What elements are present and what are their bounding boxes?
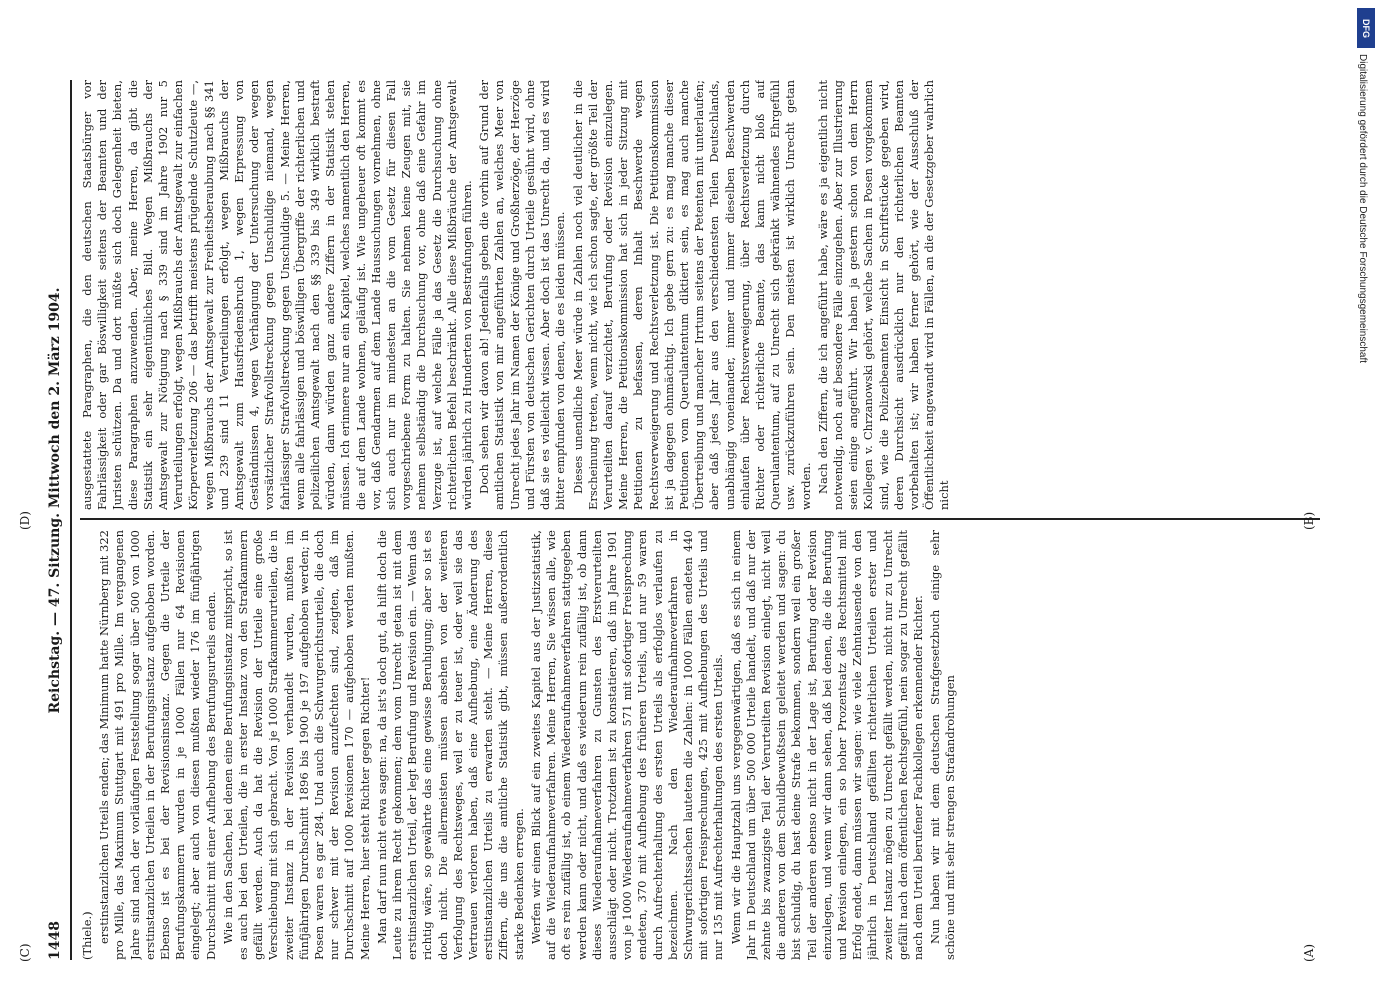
paragraph: Nun haben wir mit dem deutschen Strafgesetzbuch einige sehr schöne und mit sehr strengen Strafandrohungen (928, 530, 958, 960)
text-columns (80, 80, 1320, 960)
page-header (40, 80, 72, 960)
rotated-page-content (18, 80, 1340, 962)
digitization-credit (1357, 8, 1375, 992)
page-number: 1448 (47, 921, 63, 960)
right-column (80, 80, 1320, 510)
paragraph: Werfen wir einen Blick auf ein zweites Kapitel aus der Justizstatistik, auf die Wiederaufnahmeverfahren. Meine Herren, Sie wissen alle, wie oft es rein zufällig ist, ob einem Wiederaufnahmeverfahren stattgegeben werden kann oder nicht, und daß es wiederum rein zufällig ist, ob dann dieses Wiederaufnahmeverfahren zu Gunsten des Erstverurteilten ausschlägt oder nicht. Trotzdem ist zu konstatieren, daß im Jahre 1901 von je 1000 Wiederaufnahmeverfahren 571 mit sofortiger Freisprechung endeten, 370 mit Aufhebung des früheren Urteils, und nur 59 waren durch Aufrechterhaltung des ersten Urteils als erfolglos verlaufen zu bezeichnen. Nach den Wiederaufnahmeverfahren in Schwurgerichtssachen lauteten die Zahlen: in 1000 Fällen endeten 440 mit sofortigen Freisprechungen, 425 mit Aufhebungen des Urteils und nur 135 mit Aufrechterhaltungen des ersten Urteils. (528, 530, 726, 960)
column-divider (80, 518, 1320, 520)
margin-marker-b: (B) (1302, 511, 1316, 530)
dfg-logo: DFG (1357, 8, 1375, 48)
paragraph: Wie in den Sachen, bei denen eine Berufungsinstanz mitspricht, so ist es auch bei den Urteilen, die in erster Instanz von den Strafkammern gefällt werden. Auch da hat die Revision der Urteile eine große Verschiebung mit sich gebracht. Von je 1000 Strafkammerurteilen, die in zweiter Instanz in der Revision verhandelt wurden, mußten im fünfjährigen Durchschnitt 1896 bis 1900 je 197 aufgehoben werden; in Posen waren es gar 284. Und auch die Schwurgerichtsurteile, die doch nur schwer mit der Revision anzufechten sind, zeigten, daß im Durchschnitt auf 1000 Revisionen 170 — aufgehoben werden mußten. Meine Herren, hier steht Richter gegen Richter! (220, 530, 372, 960)
margin-marker-a: (A) (1302, 943, 1316, 962)
margin-marker-d: (D) (18, 511, 32, 530)
paragraph: Man darf nun nicht etwa sagen: na, da ist's doch gut, da hilft doch die Leute zu ihrem Recht gekommen; dem vom Unrecht getan ist mit dem erstinstanzlichen Urteil, der legt Berufung und Revision ein. — Wenn das richtig wäre, so gewährte das eine gewisse Beruhigung; aber so ist es doch nicht. Die allermeisten müssen absehen von der weiteren Verfolgung des Rechtsweges, weil er zu teuer ist, oder weil sie das Vertrauen verloren haben, daß eine Aufhebung, eine Änderung des erstinstanzlichen Urteils zu erwarten steht. — Meine Herren, diese Ziffern, die uns die amtliche Statistik gibt, müssen außerordentlich starke Bedenken erregen. (374, 530, 526, 960)
paragraph: Dieses unendliche Meer würde in Zahlen noch viel deutlicher in die Erscheinung treten, wenn nicht, wie ich schon sagte, der größte Teil der Verurteilten darauf verzichtet, Berufung oder Revision einzulegen. Meine Herren, die Petitionskommission hat sich in jeder Sitzung mit Petitionen zu befassen, deren Inhalt Beschwerde wegen Rechtsverweigerung und Rechtsverletzung ist. Die Petitionskommission ist ja dagegen ohnmächtig. Ich gebe gern zu: es mag manche dieser Petitionen vom Querulantentum diktiert sein, es mag auch manche Übertreibung und mancher Irrtum seitens der Petenten mit unterlaufen; aber daß jedes Jahr aus den verschiedensten Teilen Deutschlands, unabhängig voneinander, immer und immer dieselben Beschwerden einlaufen über Rechtsverweigerung, über Rechtsverletzung durch Richter oder richterliche Beamte, das kann nicht bloß auf Querulantentum, auf zu Unrecht sich gekränkt wähnendes Ehrgefühl usw. zurückzuführen sein. Den meisten ist wirklich Unrecht getan worden. (570, 80, 813, 510)
speaker-name: (Thiele.) (80, 911, 94, 960)
paragraph: ausgestattete Paragraphen, die den deutschen Staatsbürger vor Fahrlässigkeit oder gar Böswilligkeit seitens der Beamten und der Juristen schützen. Da und dort müßte sich doch Gelegenheit bieten, diese Paragraphen anzuwenden. Aber, meine Herren, da gibt die Statistik ein sehr eigentümliches Bild. Wegen Mißbrauchs der Amtsgewalt zur Nötigung nach § 339 sind im Jahre 1902 nur 5 Verurteilungen erfolgt, wegen Mißbrauchs der Amtsgewalt zur einfachen Körperverletzung 206 — das betrifft meistens prügelnde Schutzleute —, wegen Mißbrauchs der Amtsgewalt zur Freiheitsberaubung nach §§ 341 und 239 sind 11 Verurteilungen erfolgt, wegen Mißbrauchs der Amtsgewalt zum Hausfriedensbruch 1, wegen Erpressung von Geständnissen 4, wegen Verhängung der Untersuchung oder wegen vorsätzlicher Strafvollstreckung gegen Unschuldige niemand, wegen fahrlässiger Strafvollstreckung gegen Unschuldige 5. — Meine Herren, wenn alle fahrlässigen und böswilligen Übergriffe der richterlichen und polizeilichen Amtsgewalt nach den §§ 339 bis 349 wirklich bestraft würden, dann würden ganz andere Ziffern in der Statistik stehen müssen. Ich erinnere nur an ein Kapitel, welches namentlich den Herren, die auf dem Lande wohnen, geläufig ist. Wie ungeheuer oft kommt es vor, daß Gendarmen auf dem Lande Haussuchungen vornehmen, ohne sich auch nur im mindesten an die vom Gesetz für diesen Fall vorgeschriebene Form zu halten. Sie nehmen keine Zeugen mit, sie nehmen selbständig die Durchsuchung vor, ohne daß eine Gefahr im Verzuge ist, auf welche Fälle ja das Gesetz die Durchsuchung ohne richterlichen Befehl beschränkt. Alle diese Mißbräuche der Amtsgewalt würden jährlich zu Hunderten von Bestrafungen führen. (80, 80, 475, 510)
paragraph: Nach den Ziffern, die ich angeführt habe, wäre es ja eigentlich nicht notwendig, noch auf besondere Fälle einzugehen. Aber zur Illustrierung seien einige angeführt. Wir haben ja gestern schon von dem Herrn Kollegen v. Chrzanowski gehört, welche Sachen in Posen vorgekommen sind, wie die Polizeibeamten Einsicht in Schriftstücke gegeben wird, deren Durchsicht ausdrücklich nur den richterlichen Beamten vorbehalten ist; wir haben ferner gehört, wie der Ausschluß der Öffentlichkeit angewandt wird in Fällen, an die der Gesetzgeber wahrlich nicht (815, 80, 952, 510)
credit-text: Digitalisierung gefördert durch die Deutsche Forschungsgemeinschaft (1357, 54, 1368, 364)
paragraph: Wenn wir die Hauptzahl uns vergegenwärtigen, daß es sich in einem Jahr in Deutschland um über 500 000 Urteile handelt, und daß nur der zehnte bis zwanzigste Teil der Verurteilten Revision einlegt, nicht weil die anderen von dem Schuldbewußtsein geleitet werden und sagen: du bist schuldig, du hast deine Strafe bekommen, sondern weil ein großer Teil der anderen ebenso nicht in der Lage ist, Berufung oder Revision einzulegen, und wenn wir dann sehen, daß bei denen, die die Berufung und Revision einlegen, ein so hoher Prozentsatz des Rechtsmittel mit Erfolg endet, dann müssen wir sagen: wie viele Zehntausende von den jährlich in Deutschland gefällten richterlichen Urteilen erster und zweiter Instanz mögen zu Unrecht gefällt werden, nicht nur zu Unrecht gefällt nach dem öffentlichen Rechtsgefühl, nein sogar zu Unrecht gefällt nach dem Urteil berufener Fachkollegen erkennender Richter. (728, 530, 925, 960)
paragraph: Doch sehen wir davon ab! Jedenfalls geben die vorhin auf Grund der amtlichen Statistik von mir angeführten Zahlen an, welches Meer von Unrecht jedes Jahr im Namen der Könige und Großherzöge, der Herzöge und Fürsten von deutschen Gerichten durch Urteile gesühnt wird, ohne daß sie es vielleicht wissen. Aber doch ist das Unrecht da, und es wird bitter empfunden von denen, die es leiden müssen. (477, 80, 568, 510)
left-column (80, 530, 1320, 960)
paragraph: erstinstanzlichen Urteils enden; das Minimum hatte Nürnberg mit 322 pro Mille, das Maximum Stuttgart mit 491 pro Mille. Im vergangenen Jahre sind nach der vorläufigen Feststellung sogar über 500 von 1000 erstinstanzlichen Urteilen in der Berufungsinstanz aufgehoben worden. Ebenso ist es bei der Revisionsinstanz. Gegen die Urteile der Berufungskammern wurden in je 1000 Fällen nur 64 Revisionen eingelegt; aber auch von diesen mußten wieder 176 im fünfjährigen Durchschnitt mit einer Aufhebung des Berufungsurteils enden. (97, 530, 218, 960)
margin-marker-c: (C) (18, 943, 32, 962)
page-title: Reichstag. — 47. Sitzung. Mittwoch den 2. März 1904. (47, 287, 63, 714)
